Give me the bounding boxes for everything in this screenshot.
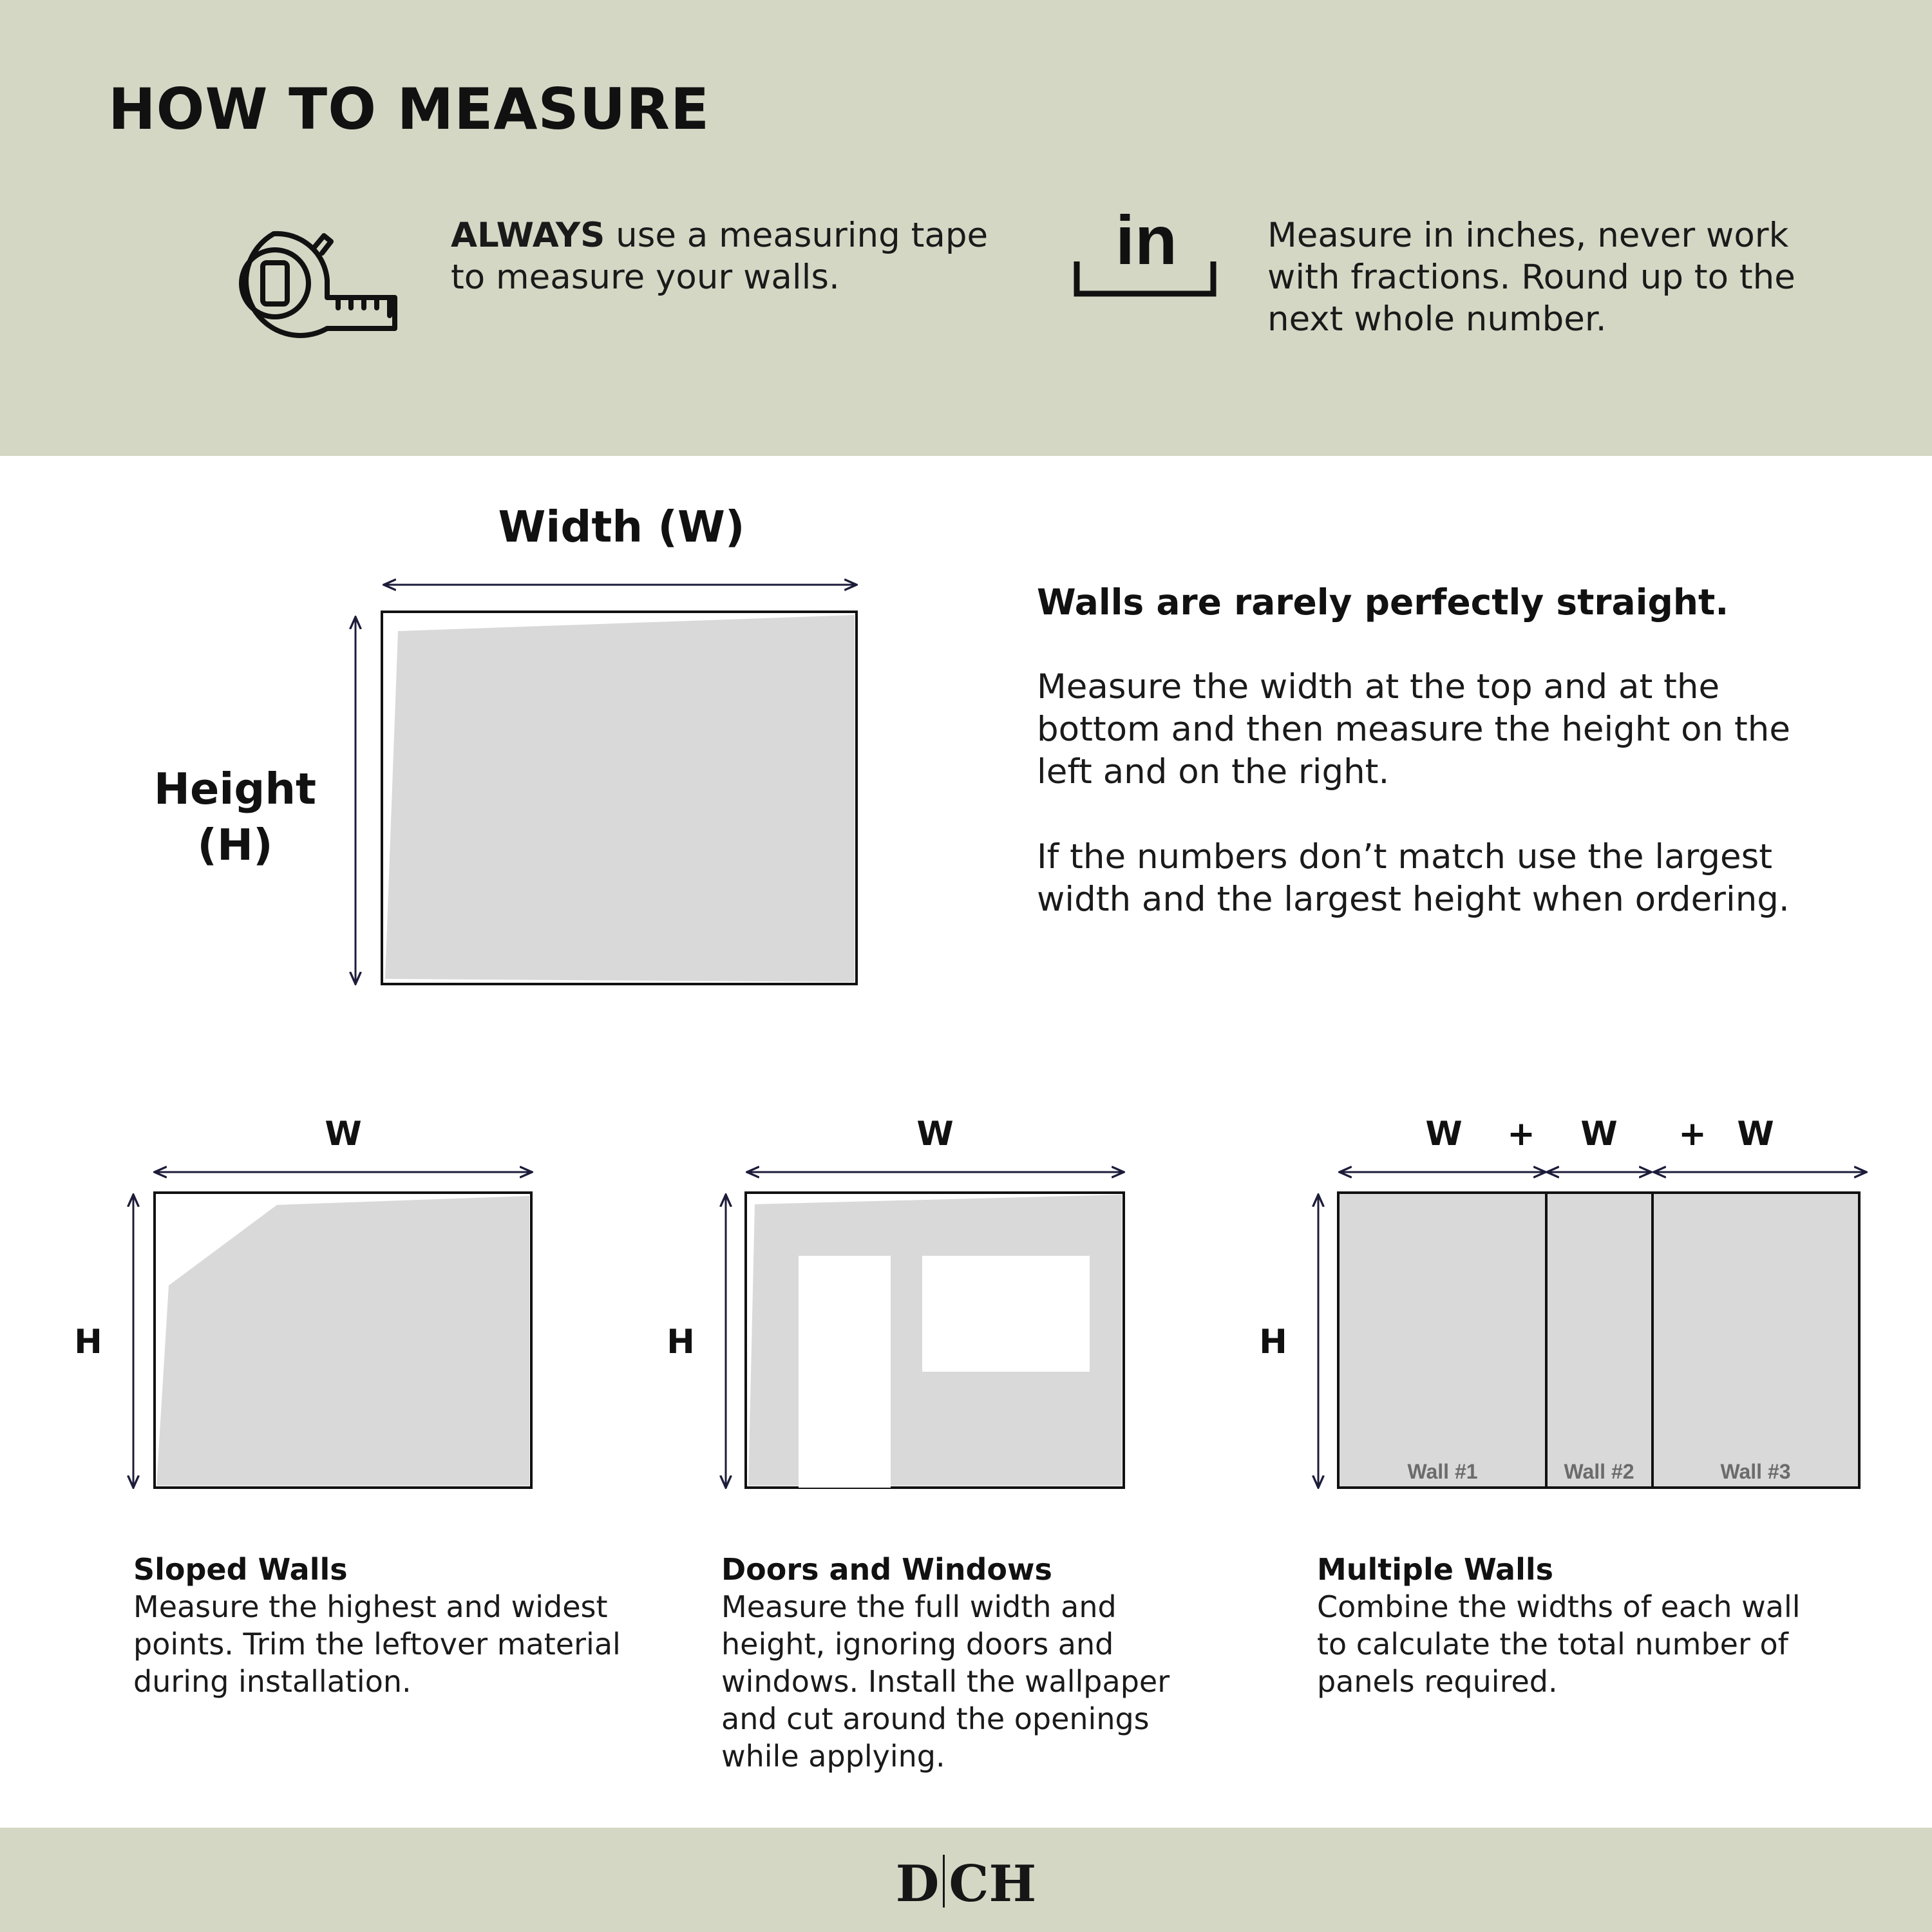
doors-windows-title: Doors and Windows <box>721 1552 1052 1587</box>
sloped-walls-text: Measure the highest and widest points. Trim the leftover material during installation. <box>133 1589 621 1699</box>
wall-2-panel <box>1546 1193 1653 1488</box>
window-opening <box>922 1256 1090 1372</box>
multiple-walls-card <box>1317 1551 1819 1700</box>
walls-heading: Walls are rarely perfectly straight. <box>1037 582 1729 623</box>
page-title: HOW TO MEASURE <box>108 76 710 142</box>
doors-h-label: H <box>667 1323 695 1361</box>
plus-sign-1: + <box>1507 1115 1535 1153</box>
wall-2-w-label: W <box>1580 1115 1618 1153</box>
wall-1-w-label: W <box>1425 1115 1463 1153</box>
wall-2-label: Wall #2 <box>1564 1460 1634 1483</box>
doors-windows-card <box>721 1551 1211 1775</box>
walls-paragraph-1: Measure the width at the top and at the bottom and then measure the height on the left and on the right. <box>1037 667 1790 791</box>
main-wall-surface <box>385 615 855 982</box>
multiple-walls-diagram <box>1318 1172 1866 1488</box>
sloped-h-label: H <box>74 1323 102 1361</box>
svg-text:in: in <box>1115 201 1177 279</box>
walls-paragraph-2: If the numbers don’t match use the largest width and the largest height when ordering. <box>1037 837 1790 919</box>
doors-w-label: W <box>916 1115 954 1153</box>
logo-right-letters: CH <box>949 1855 1037 1913</box>
sloped-walls-title: Sloped Walls <box>133 1552 348 1587</box>
brand-logo <box>869 1855 1063 1913</box>
tip-inches-text: Measure in inches, never work with fractions. Round up to the next whole number. <box>1267 216 1795 339</box>
wall-3-panel <box>1653 1193 1859 1488</box>
doors-windows-text: Measure the full width and height, ignoring doors and windows. Install the wallpaper and cut around the openings while applying. <box>721 1589 1170 1774</box>
tip-always-emphasis: ALWAYS <box>451 216 605 255</box>
width-label: Width (W) <box>498 502 745 552</box>
multiple-walls-title: Multiple Walls <box>1317 1552 1554 1587</box>
wall-1-label: Wall #1 <box>1407 1460 1478 1483</box>
tip-measuring-tape-body: use a measuring tape to measure your walls. <box>451 216 989 297</box>
logo-left-letter: D <box>895 1855 940 1913</box>
sloped-wall-diagram <box>133 1172 532 1488</box>
wall-1-panel <box>1338 1193 1546 1488</box>
multiple-h-label: H <box>1259 1323 1287 1361</box>
doors-windows-diagram <box>726 1172 1124 1488</box>
multiple-walls-text: Combine the widths of each wall to calculate the total number of panels required. <box>1317 1589 1801 1699</box>
main-wall-diagram <box>355 585 857 984</box>
sloped-walls-card <box>133 1551 661 1700</box>
sloped-w-label: W <box>325 1115 362 1153</box>
wall-3-w-label: W <box>1737 1115 1774 1153</box>
door-opening <box>799 1256 891 1488</box>
height-label: Height (H) <box>153 764 317 870</box>
logo-divider <box>943 1855 945 1908</box>
plus-sign-2: + <box>1678 1115 1707 1153</box>
wall-3-label: Wall #3 <box>1720 1460 1791 1483</box>
